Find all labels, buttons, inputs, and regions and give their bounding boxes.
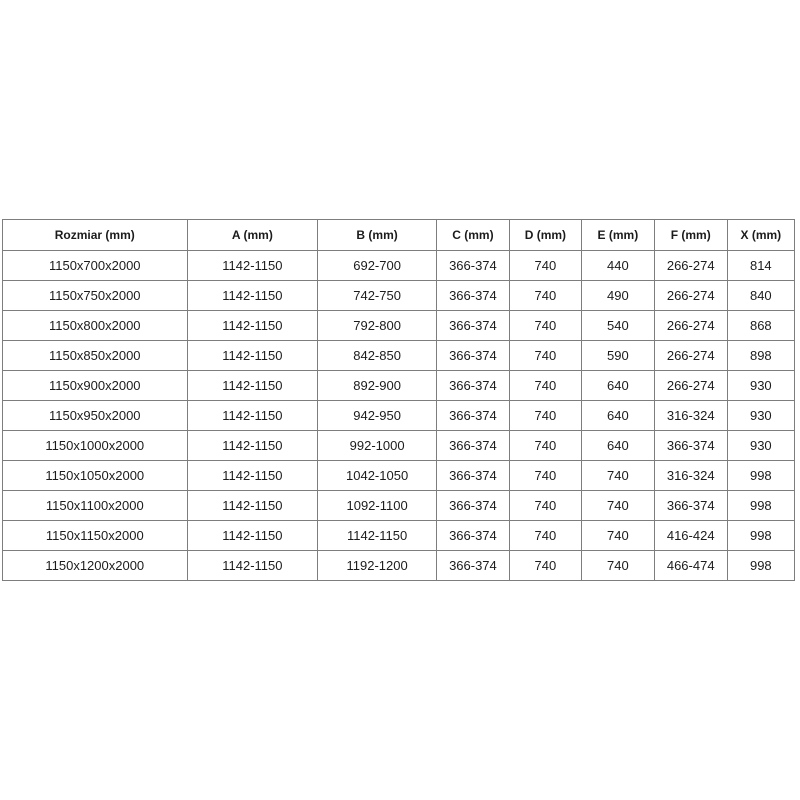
- column-header-rozmiar-mm: Rozmiar (mm): [3, 220, 188, 251]
- table-cell: 1150x1000x2000: [3, 431, 188, 461]
- table-cell: 466-474: [654, 551, 727, 581]
- table-cell: 316-324: [654, 461, 727, 491]
- table-cell: 1150x800x2000: [3, 311, 188, 341]
- table-cell: 366-374: [437, 311, 510, 341]
- column-header-d-mm: D (mm): [509, 220, 581, 251]
- table-row: [3, 461, 795, 491]
- table-cell: 366-374: [437, 281, 510, 311]
- table-cell: 930: [727, 431, 794, 461]
- table-cell: 366-374: [437, 431, 510, 461]
- table-cell: 1142-1150: [187, 461, 318, 491]
- table-cell: 1150x950x2000: [3, 401, 188, 431]
- table-cell: 1092-1100: [318, 491, 437, 521]
- table-cell: 740: [509, 521, 581, 551]
- table-cell: 1142-1150: [187, 281, 318, 311]
- table-cell: 1142-1150: [187, 491, 318, 521]
- table-cell: 1142-1150: [187, 251, 318, 281]
- table-cell: 814: [727, 251, 794, 281]
- table-cell: 1142-1150: [187, 341, 318, 371]
- table-cell: 740: [581, 491, 654, 521]
- table-cell: 740: [581, 461, 654, 491]
- table-cell: 1150x1150x2000: [3, 521, 188, 551]
- table-cell: 366-374: [437, 401, 510, 431]
- table-cell: 740: [509, 461, 581, 491]
- table-cell: 842-850: [318, 341, 437, 371]
- column-header-a-mm: A (mm): [187, 220, 318, 251]
- table-cell: 1142-1150: [187, 401, 318, 431]
- table-row: [3, 371, 795, 401]
- table-cell: 930: [727, 401, 794, 431]
- table-cell: 740: [509, 551, 581, 581]
- column-header-c-mm: C (mm): [437, 220, 510, 251]
- table-row: [3, 311, 795, 341]
- table-cell: 266-274: [654, 371, 727, 401]
- table-cell: 930: [727, 371, 794, 401]
- table-cell: 640: [581, 401, 654, 431]
- table-cell: 1142-1150: [318, 521, 437, 551]
- column-header-f-mm: F (mm): [654, 220, 727, 251]
- table-cell: 416-424: [654, 521, 727, 551]
- table-row: [3, 521, 795, 551]
- table-row: [3, 551, 795, 581]
- table-cell: 1150x900x2000: [3, 371, 188, 401]
- table-row: [3, 401, 795, 431]
- table-cell: 1142-1150: [187, 311, 318, 341]
- table-cell: 740: [509, 491, 581, 521]
- table-cell: 266-274: [654, 251, 727, 281]
- table-cell: 740: [509, 371, 581, 401]
- table-cell: 366-374: [654, 491, 727, 521]
- table-cell: 640: [581, 431, 654, 461]
- table-cell: 898: [727, 341, 794, 371]
- table-cell: 692-700: [318, 251, 437, 281]
- table-header: [3, 220, 795, 251]
- table-cell: 998: [727, 551, 794, 581]
- table-cell: 366-374: [437, 521, 510, 551]
- table-body: [3, 251, 795, 581]
- header-row: [3, 220, 795, 251]
- table-cell: 740: [509, 281, 581, 311]
- table-cell: 1150x750x2000: [3, 281, 188, 311]
- column-header-e-mm: E (mm): [581, 220, 654, 251]
- table-cell: 316-324: [654, 401, 727, 431]
- table-cell: 1142-1150: [187, 371, 318, 401]
- table-cell: 366-374: [437, 371, 510, 401]
- table-cell: 792-800: [318, 311, 437, 341]
- table-cell: 366-374: [437, 551, 510, 581]
- table-cell: 266-274: [654, 311, 727, 341]
- table-cell: 440: [581, 251, 654, 281]
- table-cell: 740: [509, 431, 581, 461]
- table-cell: 868: [727, 311, 794, 341]
- table-cell: 1142-1150: [187, 551, 318, 581]
- table-cell: 740: [509, 341, 581, 371]
- table-cell: 998: [727, 491, 794, 521]
- table-cell: 590: [581, 341, 654, 371]
- table-cell: 490: [581, 281, 654, 311]
- table-cell: 740: [509, 251, 581, 281]
- table-cell: 1150x1100x2000: [3, 491, 188, 521]
- table-cell: 266-274: [654, 281, 727, 311]
- column-header-b-mm: B (mm): [318, 220, 437, 251]
- table-cell: 366-374: [437, 491, 510, 521]
- table-cell: 1142-1150: [187, 431, 318, 461]
- table-cell: 942-950: [318, 401, 437, 431]
- table-row: [3, 341, 795, 371]
- table-cell: 742-750: [318, 281, 437, 311]
- table-cell: 740: [509, 311, 581, 341]
- table-row: [3, 251, 795, 281]
- table-cell: 266-274: [654, 341, 727, 371]
- table-cell: 1150x700x2000: [3, 251, 188, 281]
- table-row: [3, 281, 795, 311]
- table-cell: 998: [727, 461, 794, 491]
- table-row: [3, 431, 795, 461]
- table-cell: 640: [581, 371, 654, 401]
- table-cell: 1150x1050x2000: [3, 461, 188, 491]
- table-cell: 892-900: [318, 371, 437, 401]
- table-cell: 1142-1150: [187, 521, 318, 551]
- table-cell: 366-374: [654, 431, 727, 461]
- table-cell: 998: [727, 521, 794, 551]
- table-cell: 1192-1200: [318, 551, 437, 581]
- table-cell: 740: [581, 551, 654, 581]
- table-cell: 366-374: [437, 251, 510, 281]
- table-cell: 740: [581, 521, 654, 551]
- table-cell: 366-374: [437, 341, 510, 371]
- table-cell: 992-1000: [318, 431, 437, 461]
- table-cell: 366-374: [437, 461, 510, 491]
- table-row: [3, 491, 795, 521]
- table-cell: 840: [727, 281, 794, 311]
- column-header-x-mm: X (mm): [727, 220, 794, 251]
- table-cell: 540: [581, 311, 654, 341]
- table-cell: 740: [509, 401, 581, 431]
- table-cell: 1042-1050: [318, 461, 437, 491]
- table-cell: 1150x850x2000: [3, 341, 188, 371]
- table-cell: 1150x1200x2000: [3, 551, 188, 581]
- dimensions-table: [2, 219, 795, 581]
